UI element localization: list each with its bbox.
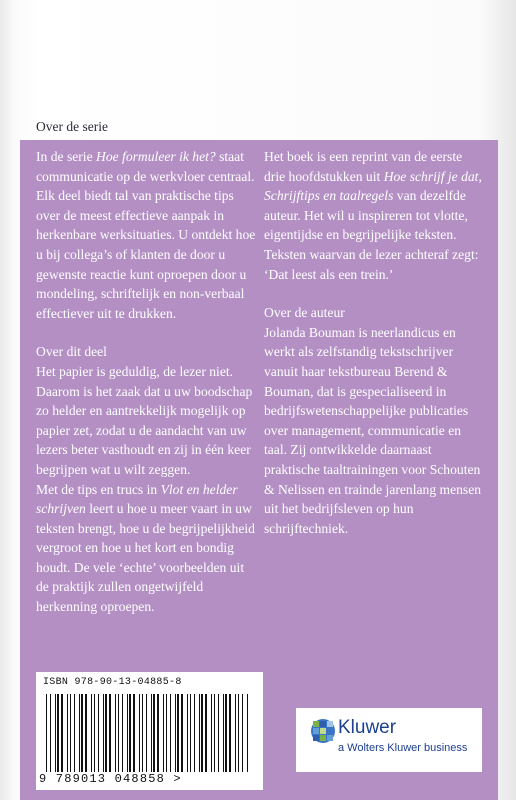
barcode-bar (242, 694, 243, 772)
barcode-bar (55, 694, 56, 772)
barcode-bar (133, 694, 135, 772)
barcode-bar (139, 694, 140, 772)
part-paragraph-1: Het papier is geduldig, de lezer niet. Daarom is het zaak dat u uw boodschap zo helder en aantrekkelijk mogelijk op papier zet, zodat u de aandacht van uw lezers beter vasthoudt en zij in één keer begrijpen wat u wilt zeggen. (36, 363, 253, 477)
barcode-bar (218, 694, 219, 772)
barcode-bar (225, 694, 227, 772)
barcode-bar (46, 694, 47, 772)
publisher-logo-panel (296, 708, 482, 772)
barcode-bar (170, 694, 171, 772)
barcode-bar (146, 694, 147, 772)
barcode-bar (57, 694, 59, 772)
barcode-bar (122, 694, 123, 772)
barcode-bar (118, 694, 119, 772)
barcode-bar (163, 694, 164, 772)
barcode-bar (205, 694, 207, 772)
barcode-bar (105, 694, 107, 772)
source-book-title: Hoe schrijf je dat, Schrijftips en taalregels (264, 168, 482, 204)
barcode-bar (235, 694, 236, 772)
barcode-bar (153, 694, 155, 772)
barcode-bar (247, 694, 248, 772)
barcode-bar (151, 694, 152, 772)
barcode-bar (211, 694, 212, 772)
barcode-bar (194, 694, 195, 772)
barcode-panel (36, 672, 263, 790)
barcode-bar (129, 694, 131, 772)
barcode-bar (181, 694, 183, 772)
barcode-bar (199, 694, 200, 772)
barcode-bar (201, 694, 203, 772)
barcode-bar (94, 694, 95, 772)
barcode-bar (142, 694, 143, 772)
isbn-label: ISBN 978-90-13-04885-8 (43, 677, 182, 688)
publisher-tagline: a Wolters Kluwer business (338, 742, 468, 754)
part-heading: Over dit deel (36, 344, 107, 360)
series-title: Hoe formuleer ik het? (96, 149, 216, 164)
barcode-bar (166, 694, 167, 772)
barcode-bar (229, 694, 231, 772)
barcode-bar (85, 694, 87, 772)
reprint-paragraph: Het boek is een reprint van de eerste drie hoofdstukken uit Hoe schrijf je dat, Schrijftips en taalregels van dezelfde auteur. Het wil u inspireren tot vlotte, eigentijdse en begrijpelijke teksten. Teksten waarvan de lezer achteraf zegt: ‘Dat leest als een trein.’ (264, 149, 482, 282)
barcode-bar (177, 694, 179, 772)
barcode-bar (127, 694, 128, 772)
book-title: Vlot en helder schrijven (36, 481, 238, 517)
author-heading: Over de auteur (264, 305, 345, 321)
right-column (264, 147, 482, 538)
barcode-bar (190, 694, 191, 772)
kluwer-globe-icon (310, 718, 336, 744)
barcode-bar (74, 694, 75, 772)
series-heading: Over de serie (36, 119, 108, 134)
barcode-bar (238, 694, 239, 772)
barcode-digits: 9 789013 048858 > (39, 772, 182, 786)
part-paragraph-2: Met de tips en trucs in Vlot en helder schrijven leert u hoe u meer vaart in uw teksten brengt, hoe u de begrijpelijkheid vergroot en hoe u het kort en bondig houdt. De vele ‘echte’ voorbeelden uit de praktijk zullen ongetwijfeld herkenning oproepen. (36, 481, 255, 615)
author-paragraph: Jolanda Bouman is neerlandicus en werkt als zelfstandig tekstschrijver vanuit haar tekstbureau Berend & Bouman, dat is gespecialiseerd in bedrijfswetenschappelijke publicaties over management, communicatie en taal. Zij ontwikkelde daarnaast praktische taaltrainingen voor Schouten & Nelissen en trainde jarenlang mensen uit het bedrijfsleven op hun schrijftechniek. (264, 324, 482, 536)
barcode-bar (98, 694, 99, 772)
barcode-bar (109, 694, 111, 772)
left-column (36, 147, 258, 617)
barcode-bar (115, 694, 116, 772)
barcode-bar (91, 694, 92, 772)
barcode-bar (103, 694, 104, 772)
barcode-bar (223, 694, 224, 772)
publisher-name: Kluwer (338, 717, 397, 738)
barcode-bar (50, 694, 51, 772)
barcode-bar (157, 694, 159, 772)
barcode-bar (67, 694, 68, 772)
barcode-bar (187, 694, 188, 772)
barcode-bar (214, 694, 215, 772)
barcode-bars (46, 694, 251, 772)
barcode-bar (79, 694, 80, 772)
series-paragraph: In de serie Hoe formuleer ik het? staat communicatie op de werkvloer centraal. Elk deel biedt tal van praktische tips over de meest effectieve aanpak in herkenbare werksituaties. U ontdekt hoe u bij collega’s of klanten de door u gewenste reactie kunt oproepen door u mondeling, schriftelijk en non-verbaal effectiever uit te drukken. (36, 149, 256, 321)
barcode-bar (81, 694, 83, 772)
barcode-bar (61, 694, 63, 772)
barcode-bar (175, 694, 176, 772)
barcode-bar (70, 694, 71, 772)
